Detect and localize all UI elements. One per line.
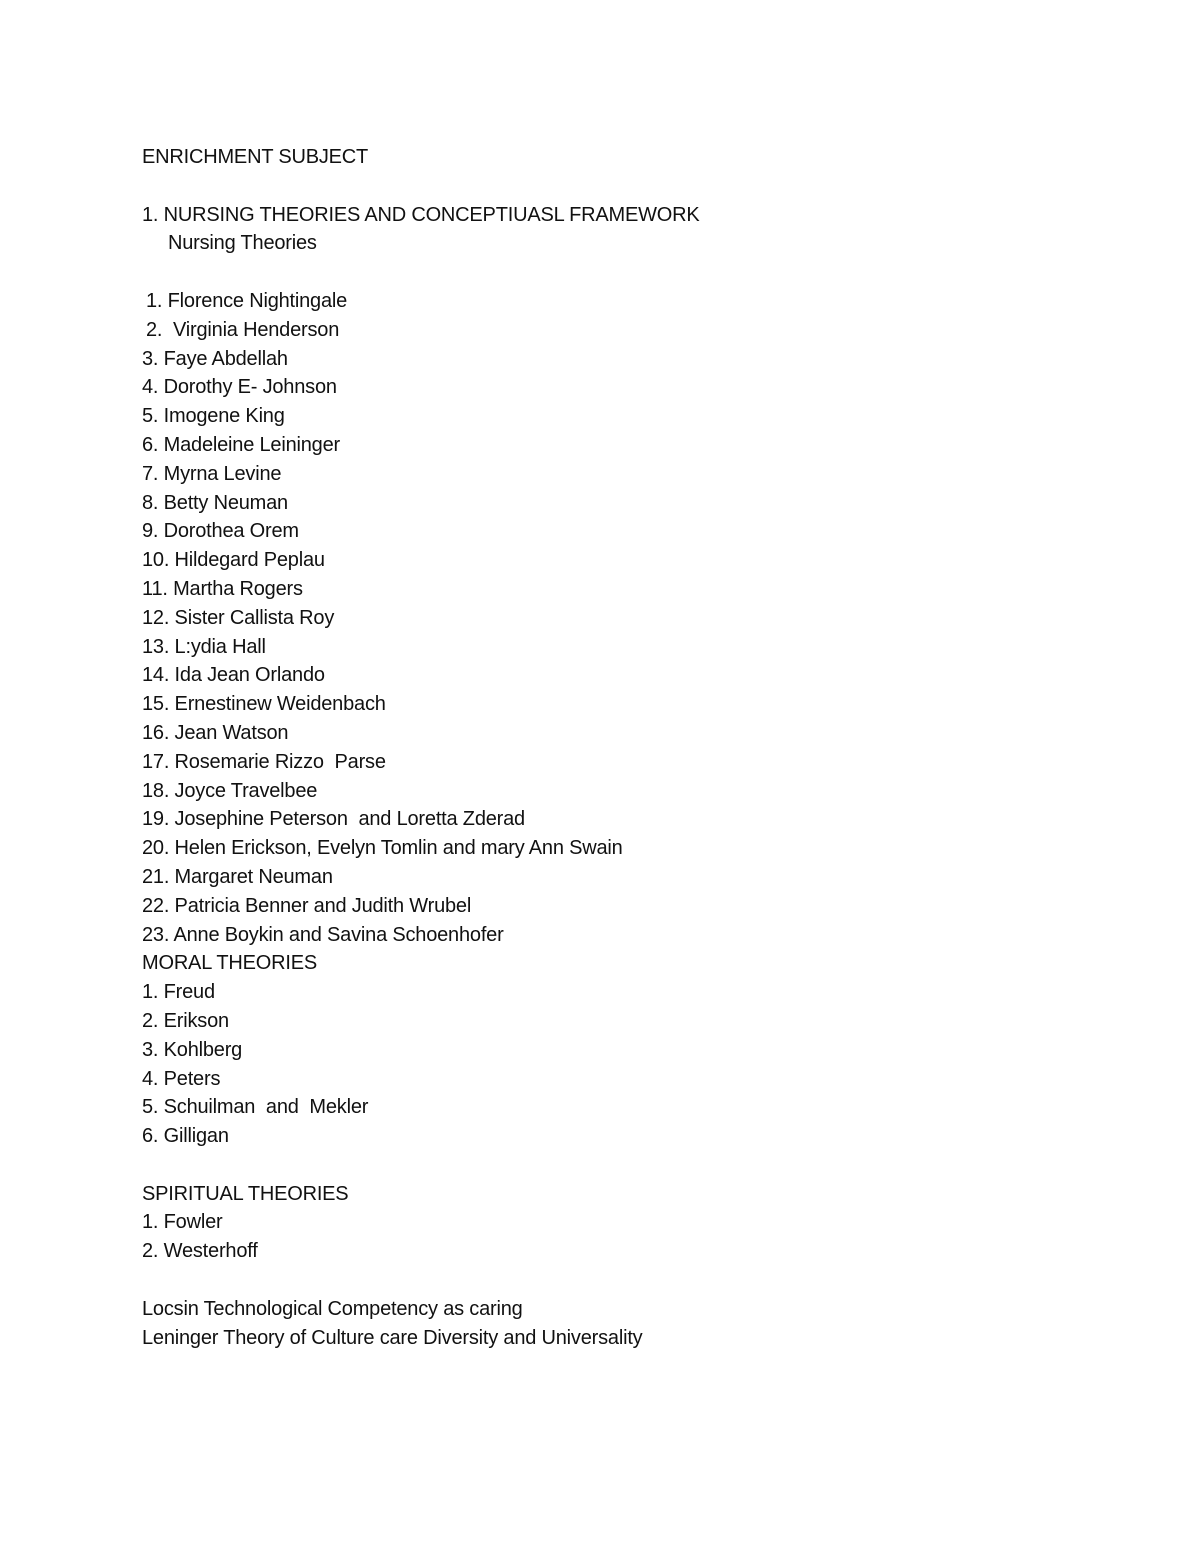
list-item: 19. Josephine Peterson and Loretta Zderad [142,808,525,831]
section-heading-moral: MORAL THEORIES [142,952,318,975]
list-item: 10. Hildegard Peplau [142,549,325,572]
list-item: 2. Erikson [142,1009,229,1032]
list-item: 1. Florence Nightingale [146,289,348,312]
list-item: 18. Joyce Travelbee [142,779,318,802]
list-item: 16. Jean Watson [142,721,289,744]
section-heading-nursing: 1. NURSING THEORIES AND CONCEPTIUASL FRAMEWORK [142,203,700,226]
list-item: 7. Myrna Levine [142,462,282,485]
moral-theories-list [142,978,1142,1151]
list-item: 3. Faye Abdellah [142,347,288,370]
spiritual-theories-list [142,1208,1142,1266]
list-item: 3. Kohlberg [142,1038,243,1061]
section-subheading-nursing: Nursing Theories [168,232,317,255]
list-item: 5. Imogene King [142,405,285,428]
list-item: 8. Betty Neuman [142,491,288,514]
list-item: 1. Freud [142,981,215,1004]
document-page [142,143,1142,1352]
list-item: 2. Virginia Henderson [146,318,340,341]
section-heading-spiritual: SPIRITUAL THEORIES [142,1182,349,1205]
footer-line-locsin: Locsin Technological Competency as caring [142,1297,523,1320]
list-item: 6. Madeleine Leininger [142,433,340,456]
list-item: 5. Schuilman and Mekler [142,1096,369,1119]
spacer [142,172,1142,201]
nursing-theories-list [142,287,1142,949]
spacer [142,1151,1142,1180]
list-item: 9. Dorothea Orem [142,520,299,543]
document-title: ENRICHMENT SUBJECT [142,146,369,168]
list-item: 6. Gilligan [142,1125,229,1148]
list-item: 21. Margaret Neuman [142,865,333,888]
list-item: 13. L:ydia Hall [142,635,266,658]
list-item: 17. Rosemarie Rizzo Parse [142,750,386,773]
spacer [142,1266,1142,1295]
footer-line-leninger: Leninger Theory of Culture care Diversity and Universality [142,1326,643,1349]
list-item: 11. Martha Rogers [142,577,303,600]
list-item: 20. Helen Erickson, Evelyn Tomlin and mary Ann Swain [142,837,623,860]
list-item: 1. Fowler [142,1211,223,1234]
list-item: 23. Anne Boykin and Savina Schoenhofer [142,923,504,946]
spacer [142,258,1142,287]
list-item: 22. Patricia Benner and Judith Wrubel [142,894,472,917]
list-item: 15. Ernestinew Weidenbach [142,693,386,716]
list-item: 12. Sister Callista Roy [142,606,335,629]
list-item: 4. Peters [142,1067,221,1090]
list-item: 2. Westerhoff [142,1240,258,1263]
list-item: 14. Ida Jean Orlando [142,664,325,687]
list-item: 4. Dorothy E- Johnson [142,376,337,399]
